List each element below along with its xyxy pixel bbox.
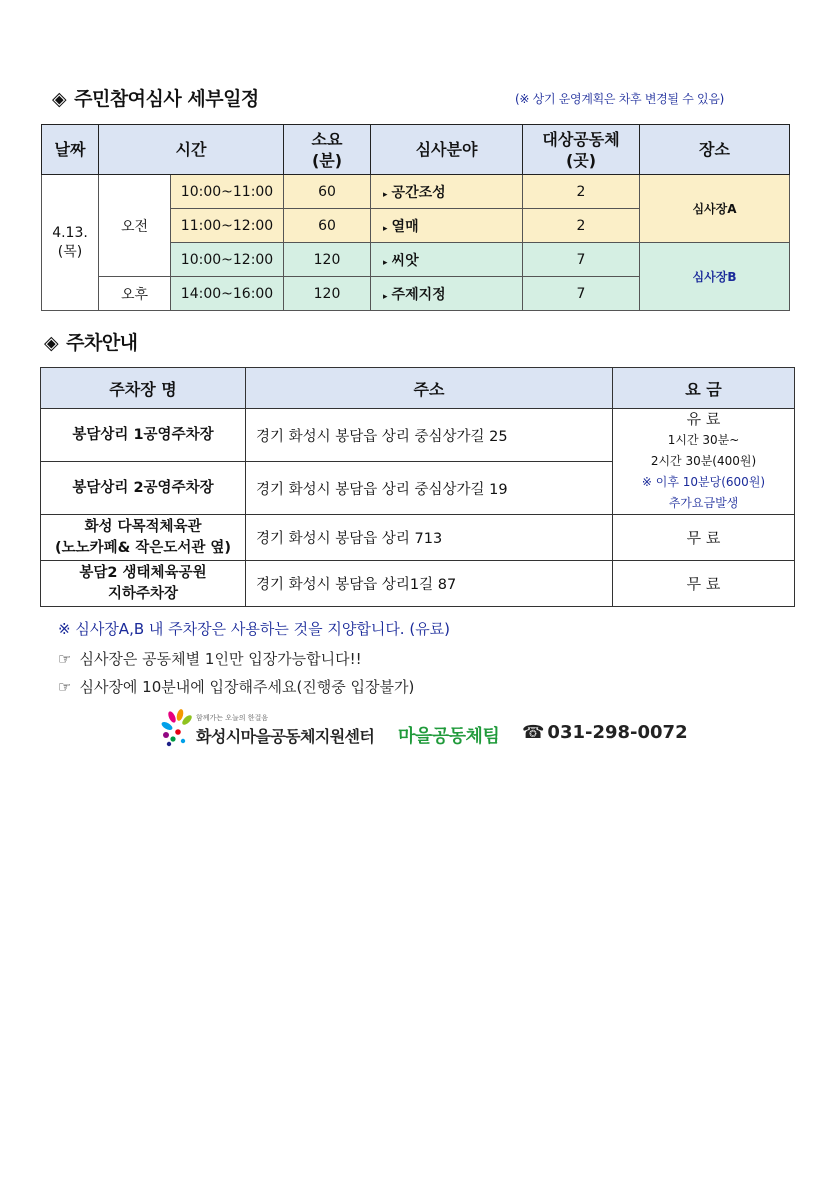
header-field: 심사분야 [371,125,523,175]
count-cell: 7 [523,277,640,311]
lot-name-l2: 지하주차장 [107,585,179,602]
field-label: 주제지정 [391,286,446,303]
lot-name-l1: 봉담2 생태체육공원 [79,564,207,581]
pointing-hand-icon: ☞ [58,650,72,668]
duration-cell: 60 [284,175,371,209]
notice-line [58,648,362,669]
phone-text: 031-298-0072 [547,722,688,743]
pointing-hand-icon: ☞ [58,678,72,696]
triangle-bullet-icon: ▸ [383,257,388,268]
field-label: 열매 [391,218,419,235]
header-target-l1: 대상공동체 [542,129,620,149]
field-cell [371,175,523,209]
header-address: 주소 [246,368,613,409]
parking-heading [44,328,138,355]
header-lot: 주차장 명 [41,368,246,409]
count-cell: 7 [523,243,640,277]
triangle-bullet-icon: ▸ [383,223,388,234]
address-cell: 경기 화성시 봉담읍 상리 713 [246,515,613,561]
schedule-heading [52,84,259,111]
fee-line: 추가요금발생 [668,496,739,510]
place-b-cell: 심사장B [640,243,790,311]
field-cell [371,243,523,277]
fee-line: 2시간 30분(400원) [650,454,757,468]
table-row [42,175,790,209]
triangle-bullet-icon: ▸ [383,189,388,200]
header-fee: 요 금 [613,368,795,409]
fee-line: 유 료 [686,410,721,428]
footer [160,708,720,754]
lot-name-cell: 봉담상리 2공영주차장 [41,462,246,515]
header-target [523,125,640,175]
time-cell: 11:00~12:00 [171,209,284,243]
team-name: 마을공동체팀 [398,726,500,747]
date-cell [42,175,99,311]
field-label: 공간조성 [391,184,446,201]
header-place: 장소 [640,125,790,175]
fee-line: ※ 이후 10분당(600원) [641,475,766,489]
am-cell: 오전 [99,175,171,277]
notice-text: 심사장은 공동체별 1인만 입장가능합니다!! [79,650,362,668]
parking-table [40,367,795,607]
table-row [41,409,795,462]
duration-cell: 120 [284,243,371,277]
header-duration-l1: 소요 [311,129,343,149]
parking-header-row [41,368,795,409]
count-cell: 2 [523,209,640,243]
date-line1: 4.13. [52,224,88,241]
lot-name-l2: (노노카페& 작은도서관 옆) [54,539,232,556]
diamond-icon: ◈ [44,332,59,354]
field-cell [371,277,523,311]
header-date: 날짜 [42,125,99,175]
schedule-header-row [42,125,790,175]
time-cell: 14:00~16:00 [171,277,284,311]
duration-cell: 120 [284,277,371,311]
header-target-l2: (곳) [565,150,597,170]
time-cell: 10:00~11:00 [171,175,284,209]
schedule-change-note: (※ 상기 운영계획은 차후 변경될 수 있음) [515,92,724,106]
org-name: 화성시마을공동체지원센터 [196,727,375,746]
time-cell: 10:00~12:00 [171,243,284,277]
paid-fee-box [613,409,794,514]
pm-cell: 오후 [99,277,171,311]
parking-warning: ※ 심사장A,B 내 주차장은 사용하는 것을 지양합니다. (유료) [58,620,451,638]
fee-cell: 무 료 [613,561,795,607]
date-line2: (목) [57,243,83,260]
field-label: 씨앗 [391,252,419,269]
fee-cell: 무 료 [613,515,795,561]
field-cell [371,209,523,243]
org-tagline: 함께가는 오늘의 한걸음 [196,714,269,722]
lot-name-cell [41,515,246,561]
lot-name-cell [41,561,246,607]
schedule-table [41,124,790,311]
address-cell: 경기 화성시 봉담읍 상리 중심상가길 19 [246,462,613,515]
schedule-heading-text: 주민참여심사 세부일정 [74,88,259,110]
telephone-icon: ☎ [522,722,545,743]
triangle-bullet-icon: ▸ [383,291,388,302]
address-cell: 경기 화성시 봉담읍 상리 중심상가길 25 [246,409,613,462]
table-row [41,561,795,607]
fee-cell [613,409,795,515]
lot-name-l1: 화성 다목적체육관 [84,518,202,535]
fee-line: 1시간 30분~ [667,433,740,447]
header-duration-l2: (분) [311,150,343,170]
notice-text: 심사장에 10분내에 입장해주세요(진행중 입장불가) [79,678,415,696]
address-cell: 경기 화성시 봉담읍 상리1길 87 [246,561,613,607]
diamond-icon: ◈ [52,88,67,110]
phone-number [522,722,688,743]
duration-cell: 60 [284,209,371,243]
header-time: 시간 [99,125,284,175]
parking-heading-text: 주차안내 [66,332,138,354]
lot-name-cell: 봉담상리 1공영주차장 [41,409,246,462]
place-a-cell: 심사장A [640,175,790,243]
table-row [41,515,795,561]
header-duration [284,125,371,175]
notice-line [58,676,414,697]
center-logo-icon [160,708,194,748]
count-cell: 2 [523,175,640,209]
